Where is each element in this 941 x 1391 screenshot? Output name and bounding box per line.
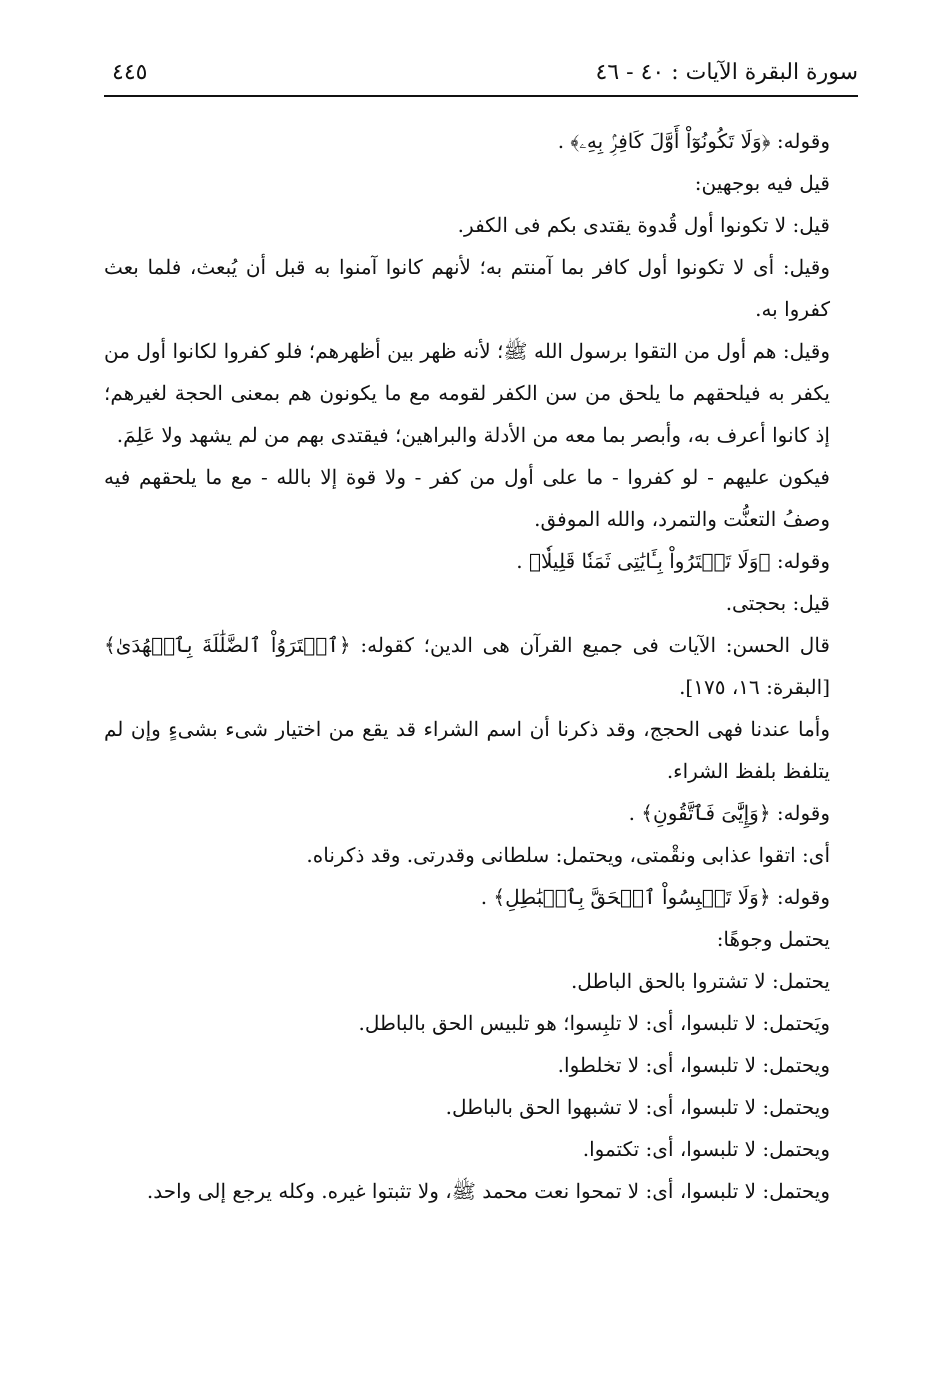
paragraph: قال الحسن: الآيات فى جميع القرآن هى الدين؛ كقوله: ﴿ٱشۡتَرَوُاْ ٱلضَّلَٰلَةَ بِٱلۡهُدَىٰ﴾ [البقرة: ١٦، ١٧٥]. <box>104 633 830 699</box>
paragraph: وقيل: هم أول من التقوا برسول الله ﷺ؛ لأنه ظهر بين أظهرهم؛ فلو كفروا لكانوا أول من يكفر به فيلحقهم ما يلحق من سن الكفر لقومه مع ما يكونون هم بمعنى الحجة لغيرهم؛ إذ كانوا أعرف به، وأبصر بما معه من الأدلة والبراهين؛ فيقتدى بهم من لم يشهد ولا عَلِمَ. <box>104 339 830 447</box>
page-body <box>104 120 858 1212</box>
book-page <box>104 52 858 1203</box>
paragraph: ويحتمل: لا تلبسوا، أى: لا تخلطوا. <box>557 1053 830 1077</box>
paragraph: وقوله: ﴿وَإِيَّٰىَ فَٱتَّقُونِ﴾ . <box>628 801 830 825</box>
running-header <box>104 52 858 92</box>
paragraph: وأما عندنا فهى الحجج، وقد ذكرنا أن اسم الشراء قد يقع من اختيار شىء بشىءٍ وإن لم يتلفظ بلفظ الشراء. <box>104 717 830 783</box>
paragraph: يحتمل وجوهًا: <box>716 927 830 951</box>
paragraph: وقيل: أى لا تكونوا أول كافر بما آمنتم به؛ لأنهم كانوا آمنوا به قبل أن يُبعث، فلما بعث كفروا به. <box>104 255 830 321</box>
paragraph: قيل فيه بوجهين: <box>694 171 830 195</box>
paragraph: وقوله: ﴿وَلَا تَكُونُوٓاْ أَوَّلَ كَافِرِۢ بِهِۦ﴾ . <box>557 129 830 153</box>
page-number: ٤٤٥ <box>112 60 148 85</box>
paragraph: فيكون عليهم - لو كفروا - ما على أول من كفر - ولا قوة إلا بالله - مع ما يلحقهم فيه وصفُ التعنُّت والتمرد، والله الموفق. <box>104 465 830 531</box>
paragraph: ويحتمل: لا تلبسوا، أى: لا تشبهوا الحق بالباطل. <box>445 1095 830 1119</box>
paragraph: قيل: بحجتى. <box>725 591 830 615</box>
header-title: سورة البقرة الآيات : ٤٠ - ٤٦ <box>595 60 858 85</box>
paragraph: ويحتمل: لا تلبسوا، أى: تكتموا. <box>582 1137 830 1161</box>
header-rule <box>104 95 858 97</box>
paragraph: وقوله: ﴿وَلَا تَلۡبِسُواْ ٱلۡحَقَّ بِٱلۡبَٰطِلِ﴾ . <box>480 885 830 909</box>
paragraph: ويحتمل: لا تلبسوا، أى: لا تمحوا نعت محمد ﷺ، ولا تثبتوا غيره. وكله يرجع إلى واحد. <box>146 1179 830 1203</box>
paragraph: يحتمل: لا تشتروا بالحق الباطل. <box>570 969 830 993</box>
paragraph: أى: اتقوا عذابى ونقْمتى، ويحتمل: سلطانى وقدرتى. وقد ذكرناه. <box>306 843 830 867</box>
paragraph: ويَحتمل: لا تلبسوا، أى: لا تلبِسوا؛ هو تلبيس الحق بالباطل. <box>358 1011 830 1035</box>
paragraph: قيل: لا تكونوا أول قُدوة يقتدى بكم فى الكفر. <box>457 213 830 237</box>
paragraph: وقوله: ﴿وَلَا تَشۡتَرُواْ بِـَٔايَٰتِى ثَمَنٗا قَلِيلٗا﴾ . <box>516 549 830 573</box>
